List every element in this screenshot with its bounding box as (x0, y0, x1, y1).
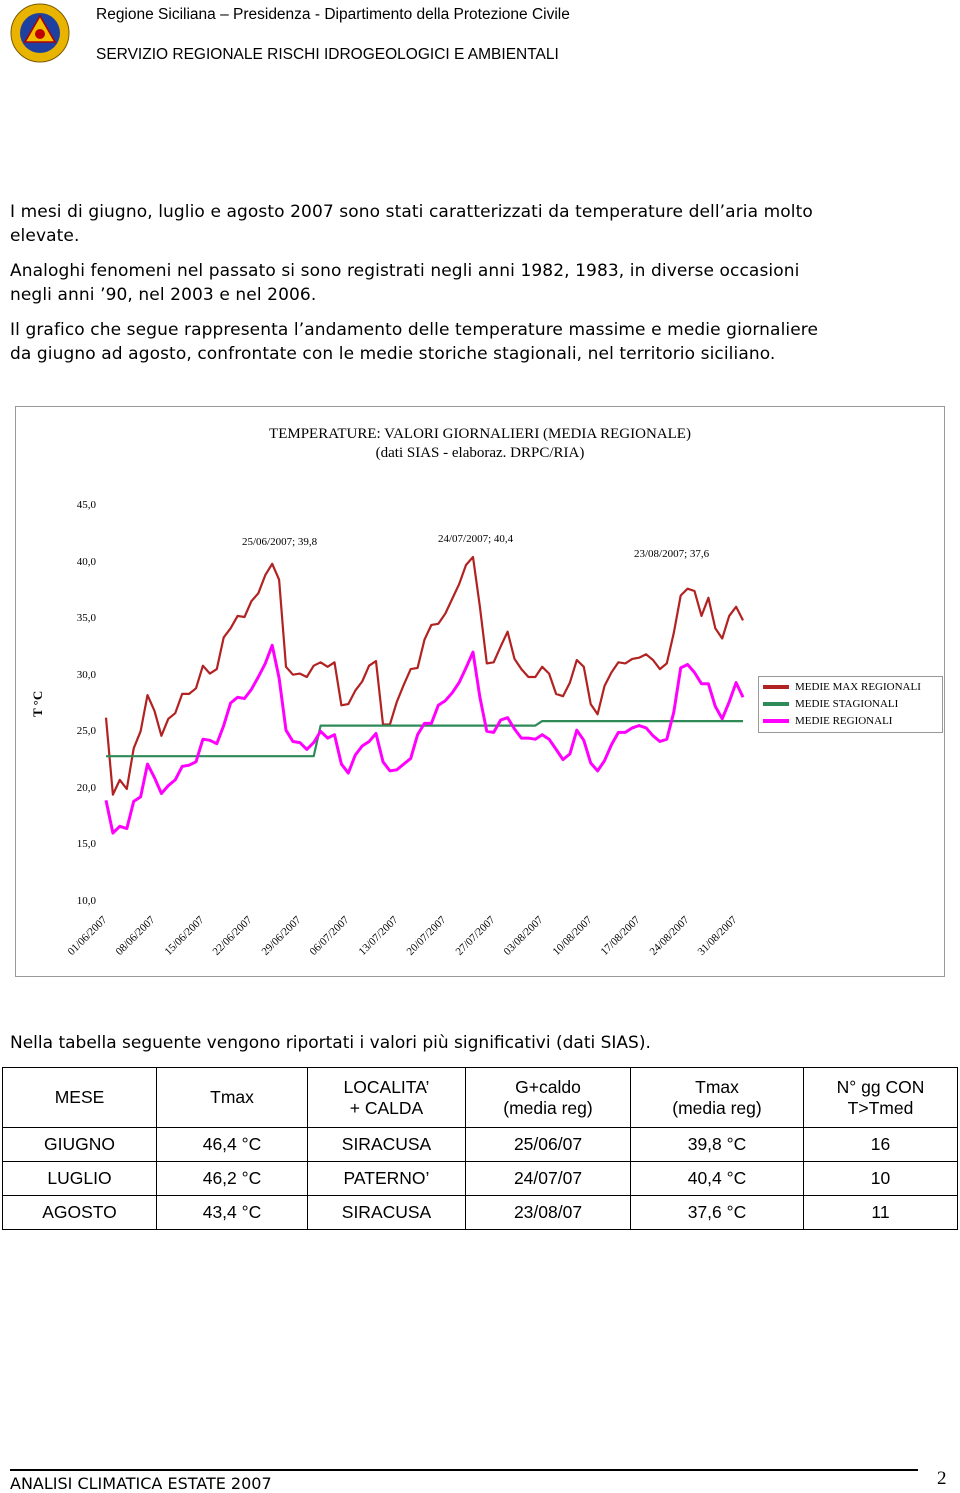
paragraph-2-line-2: negli anni ’90, nel 2003 e nel 2006. (10, 285, 317, 305)
table-cell: 25/06/07 (466, 1128, 631, 1162)
x-tick-label: 13/07/2007 (356, 914, 401, 958)
annotation-august-peak: 23/08/2007; 37,6 (634, 548, 710, 560)
header-service: SERVIZIO REGIONALE RISCHI IDROGEOLOGICI E AMBIENTALI (96, 46, 559, 63)
legend-item-seasonal (763, 696, 898, 712)
y-tick-label: 40,0 (76, 556, 96, 568)
y-tick-label: 35,0 (76, 612, 96, 624)
chart-title-line-1: TEMPERATURE: VALORI GIORNALIERI (MEDIA REGIONALE) (269, 426, 691, 442)
x-tick-label: 17/08/2007 (598, 914, 643, 958)
x-tick-label: 03/08/2007 (501, 914, 546, 958)
chart-legend (758, 676, 943, 733)
table-header-cell: LOCALITA’ + CALDA (308, 1068, 466, 1128)
footer-rule (10, 1469, 918, 1471)
annotation-july-peak: 24/07/2007; 40,4 (438, 533, 514, 545)
table-cell: AGOSTO (3, 1196, 157, 1230)
chart-title-line-2: (dati SIAS - elaboraz. DRPC/RIA) (375, 445, 585, 461)
table-header-cell: G+caldo (media reg) (466, 1068, 631, 1128)
x-tick-label: 24/08/2007 (647, 914, 692, 958)
table-cell: 11 (804, 1196, 958, 1230)
table-cell: 16 (804, 1128, 958, 1162)
page-number: 2 (937, 1468, 947, 1489)
paragraph-3-line-1: Il grafico che segue rappresenta l’andamento delle temperature massime e medie giornaliere (10, 320, 819, 340)
y-tick-label: 45,0 (76, 499, 96, 511)
table-cell: SIRACUSA (308, 1196, 466, 1230)
y-tick-label: 25,0 (76, 725, 96, 737)
x-tick-label: 22/06/2007 (210, 914, 255, 958)
paragraph-1-line-1: I mesi di giugno, luglio e agosto 2007 sono stati caratterizzati da temperature dell’aria molto (10, 202, 813, 222)
y-tick-label: 10,0 (76, 895, 96, 907)
table-cell: 40,4 °C (631, 1162, 804, 1196)
x-tick-label: 31/08/2007 (695, 914, 740, 958)
table-row (3, 1196, 958, 1230)
paragraph-3-line-2: da giugno ad agosto, confrontate con le medie storiche stagionali, nel territorio siciliano. (10, 344, 776, 364)
legend-swatch-max (763, 685, 789, 689)
regione-siciliana-logo (8, 2, 72, 64)
table-header-cell: N° gg CON T>Tmed (804, 1068, 958, 1128)
table-cell: PATERNO’ (308, 1162, 466, 1196)
paragraph-2-line-1: Analoghi fenomeni nel passato si sono registrati negli anni 1982, 1983, in diverse occasioni (10, 261, 800, 281)
table-cell: 23/08/07 (466, 1196, 631, 1230)
x-tick-label: 27/07/2007 (453, 914, 498, 958)
legend-item-max (763, 679, 921, 695)
paragraph-1-line-2: elevate. (10, 226, 80, 246)
table-cell: 46,4 °C (157, 1128, 308, 1162)
table-cell: 39,8 °C (631, 1128, 804, 1162)
legend-label-seasonal: MEDIE STAGIONALI (795, 698, 899, 710)
significant-values-table (2, 1067, 958, 1230)
table-cell: 37,6 °C (631, 1196, 804, 1230)
table-cell: LUGLIO (3, 1162, 157, 1196)
series-line-max (106, 557, 743, 795)
x-tick-label: 08/06/2007 (114, 914, 158, 958)
x-tick-label: 01/06/2007 (65, 914, 110, 958)
legend-swatch-seasonal (763, 702, 789, 706)
table-row (3, 1162, 958, 1196)
y-axis-title: T °C (30, 690, 45, 717)
y-tick-label: 30,0 (76, 669, 96, 681)
y-tick-label: 15,0 (76, 838, 96, 850)
y-tick-label: 20,0 (76, 782, 96, 794)
table-cell: 24/07/07 (466, 1162, 631, 1196)
x-tick-label: 29/06/2007 (259, 914, 304, 958)
table-cell: 43,4 °C (157, 1196, 308, 1230)
table-cell: 46,2 °C (157, 1162, 308, 1196)
table-header-cell: MESE (3, 1068, 157, 1128)
legend-swatch-mean (763, 719, 789, 723)
header-department: Regione Siciliana – Presidenza - Dipartimento della Protezione Civile (96, 6, 570, 23)
legend-label-max: MEDIE MAX REGIONALI (795, 681, 921, 693)
x-tick-label: 06/07/2007 (307, 914, 352, 958)
table-row (3, 1128, 958, 1162)
table-caption: Nella tabella seguente vengono riportati i valori più significativi (dati SIAS). (10, 1033, 651, 1053)
table-cell: 10 (804, 1162, 958, 1196)
x-tick-label: 15/06/2007 (162, 914, 207, 958)
legend-label-mean: MEDIE REGIONALI (795, 715, 893, 727)
table-header-cell: Tmax (157, 1068, 308, 1128)
table-header-row (3, 1068, 958, 1128)
legend-item-mean (763, 713, 892, 729)
table-header-cell: Tmax (media reg) (631, 1068, 804, 1128)
temperature-chart (15, 406, 945, 977)
x-tick-label: 10/08/2007 (550, 914, 595, 958)
annotation-june-peak: 25/06/2007; 39,8 (242, 536, 318, 548)
table-cell: GIUGNO (3, 1128, 157, 1162)
x-tick-label: 20/07/2007 (404, 914, 449, 958)
table-cell: SIRACUSA (308, 1128, 466, 1162)
footer-title: ANALISI CLIMATICA ESTATE 2007 (10, 1474, 272, 1493)
